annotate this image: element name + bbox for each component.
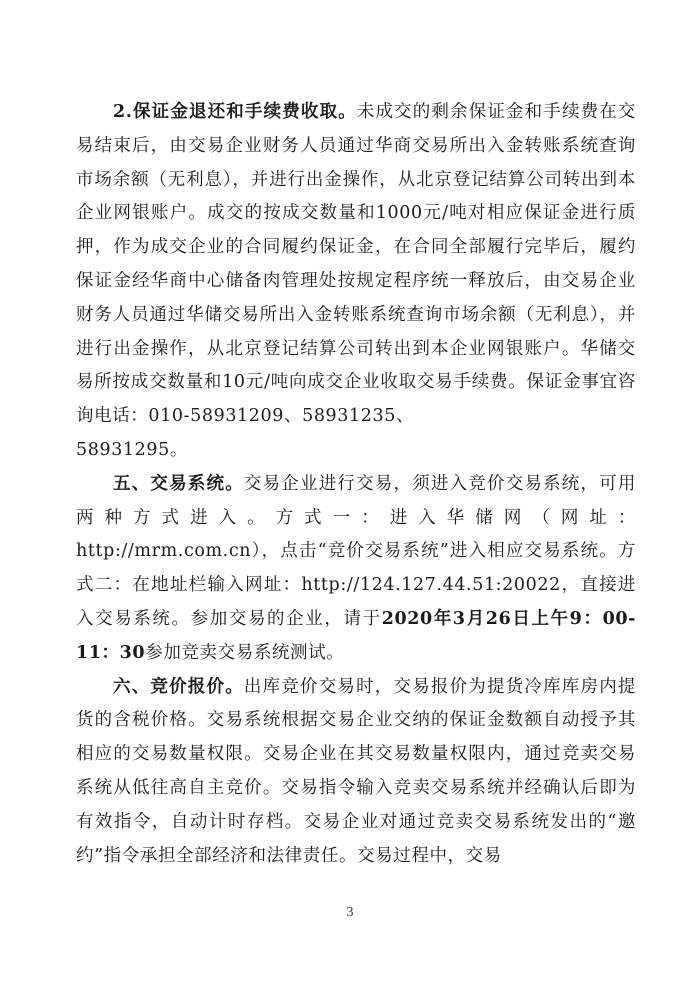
- bidding-quote-text: 出库竞价交易时，交易报价为提货冷库库房内提货的含税价格。交易系统根据交易企业交纳的保证金数额自动授予其相应的交易数量权限。交易企业在其交易数量权限内，通过竞卖交易系统从低往高自主竞价。交易指令输入竞卖交易系统并经确认后即为有效指令，自动计时存档。交易企业对通过竞卖交易系统发出的“邀约”指令承担全部经济和法律责任。交易过程中，交易: [76, 676, 636, 866]
- heading-deposit-refund: 2.保证金退还和手续费收取。: [113, 102, 357, 122]
- document-body: [76, 96, 636, 873]
- page-number: 3: [346, 905, 354, 920]
- trading-system-text-2: 参加竞卖交易系统测试。: [145, 642, 345, 663]
- heading-trading-system: 五、交易系统。: [113, 473, 244, 494]
- trading-system-test-date: 2020年3月26日上午9：00-11：30: [76, 608, 636, 663]
- deposit-refund-text: 未成交的剩余保证金和手续费在交易结束后，由交易企业财务人员通过华商交易所出入金转账系统查询市场余额（无利息），并进行出金操作，从北京登记结算公司转出到本企业网银账户。成交的按成交数量和1000元/吨对相应保证金进行质押，作为成交企业的合同履约保证金，在合同全部履行完毕后，履约保证金经华商中心储备肉管理处按规定程序统一释放后，由交易企业财务人员通过华储交易所出入金转账系统查询市场余额（无利息），并进行出金操作，从北京登记结算公司转出到本企业网银账户。华储交易所按成交数量和10元/吨向成交企业收取交易手续费。保证金事宜咨询电话：010-58931209、58931235、: [76, 102, 636, 427]
- deposit-phone-continuation: 58931295。: [76, 439, 188, 460]
- trading-system-text-1: 交易企业进行交易，须进入竞价交易系统，可用两种方式进入。方式一：进入华储网（网址：http://mrm.com.cn），点击“竞价交易系统”进入相应交易系统。方式二：在地址栏输入网址：http://124.127.44.51:20022，直接进入交易系统。参加交易的企业，请于: [76, 473, 636, 629]
- paragraph-bidding-quote: [76, 671, 636, 874]
- paragraph-deposit-continuation: [76, 434, 636, 468]
- heading-bidding-quote: 六、竞价报价。: [113, 676, 244, 697]
- paragraph-deposit-refund: [76, 96, 636, 434]
- paragraph-trading-system: [76, 468, 636, 671]
